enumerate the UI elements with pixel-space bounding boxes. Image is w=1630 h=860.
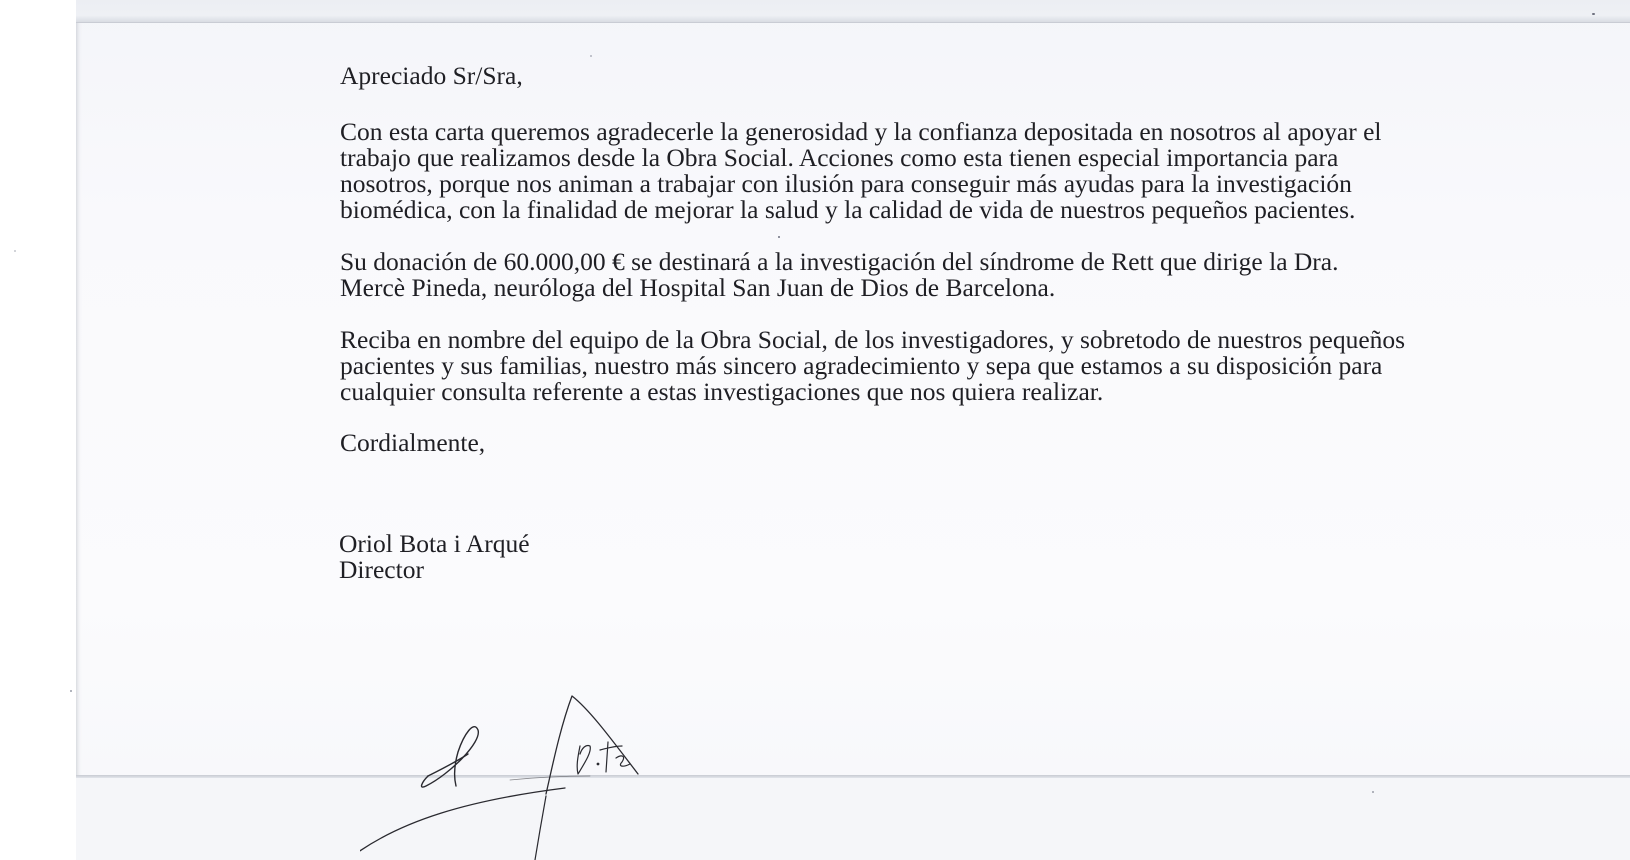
paper-speck — [778, 236, 780, 238]
bottom-fold-area — [76, 778, 1630, 860]
paragraph-line: Su donación de 60.000,00 € se destinará a la investigación del síndrome de Rett que dirige la Dra. — [340, 247, 1339, 276]
greeting: Apreciado Sr/Sra, — [340, 61, 523, 90]
paragraph-gratitude — [340, 327, 1540, 405]
paragraph-line: biomédica, con la finalidad de mejorar la salud y la calidad de vida de nuestros pequeños pacientes. — [340, 195, 1356, 224]
top-fold — [76, 0, 1630, 23]
signatory-name: Oriol Bota i Arqué — [339, 529, 530, 558]
paper-speck — [590, 55, 592, 57]
signatory-title: Director — [339, 555, 424, 584]
paper-speck — [14, 250, 16, 252]
paragraph-line: Con esta carta queremos agradecerle la generosidad y la confianza depositada en nosotros al apoyar el — [340, 117, 1382, 146]
paragraph-line: cualquier consulta referente a estas investigaciones que nos quiera realizar. — [340, 377, 1104, 406]
paragraph-line: trabajo que realizamos desde la Obra Social. Acciones como esta tienen especial importancia para — [340, 143, 1339, 172]
paper-speck — [1592, 13, 1595, 15]
paper-speck — [70, 690, 72, 692]
paper-speck — [1372, 791, 1374, 793]
handwritten-signature-icon — [360, 690, 680, 860]
closing: Cordialmente, — [340, 428, 486, 457]
paragraph-line: pacientes y sus familias, nuestro más sincero agradecimiento y sepa que estamos a su disposición para — [340, 351, 1383, 380]
paragraph-line: nosotros, porque nos animan a trabajar con ilusión para conseguir más ayudas para la investigación — [340, 169, 1352, 198]
paragraph-line: Mercè Pineda, neuróloga del Hospital San Juan de Dios de Barcelona. — [340, 273, 1056, 302]
paragraph-thanks — [340, 119, 1540, 223]
paragraph-donation — [340, 249, 1540, 301]
paragraph-line: Reciba en nombre del equipo de la Obra Social, de los investigadores, y sobretodo de nuestros pequeños — [340, 325, 1406, 354]
scan-margin — [0, 0, 76, 860]
